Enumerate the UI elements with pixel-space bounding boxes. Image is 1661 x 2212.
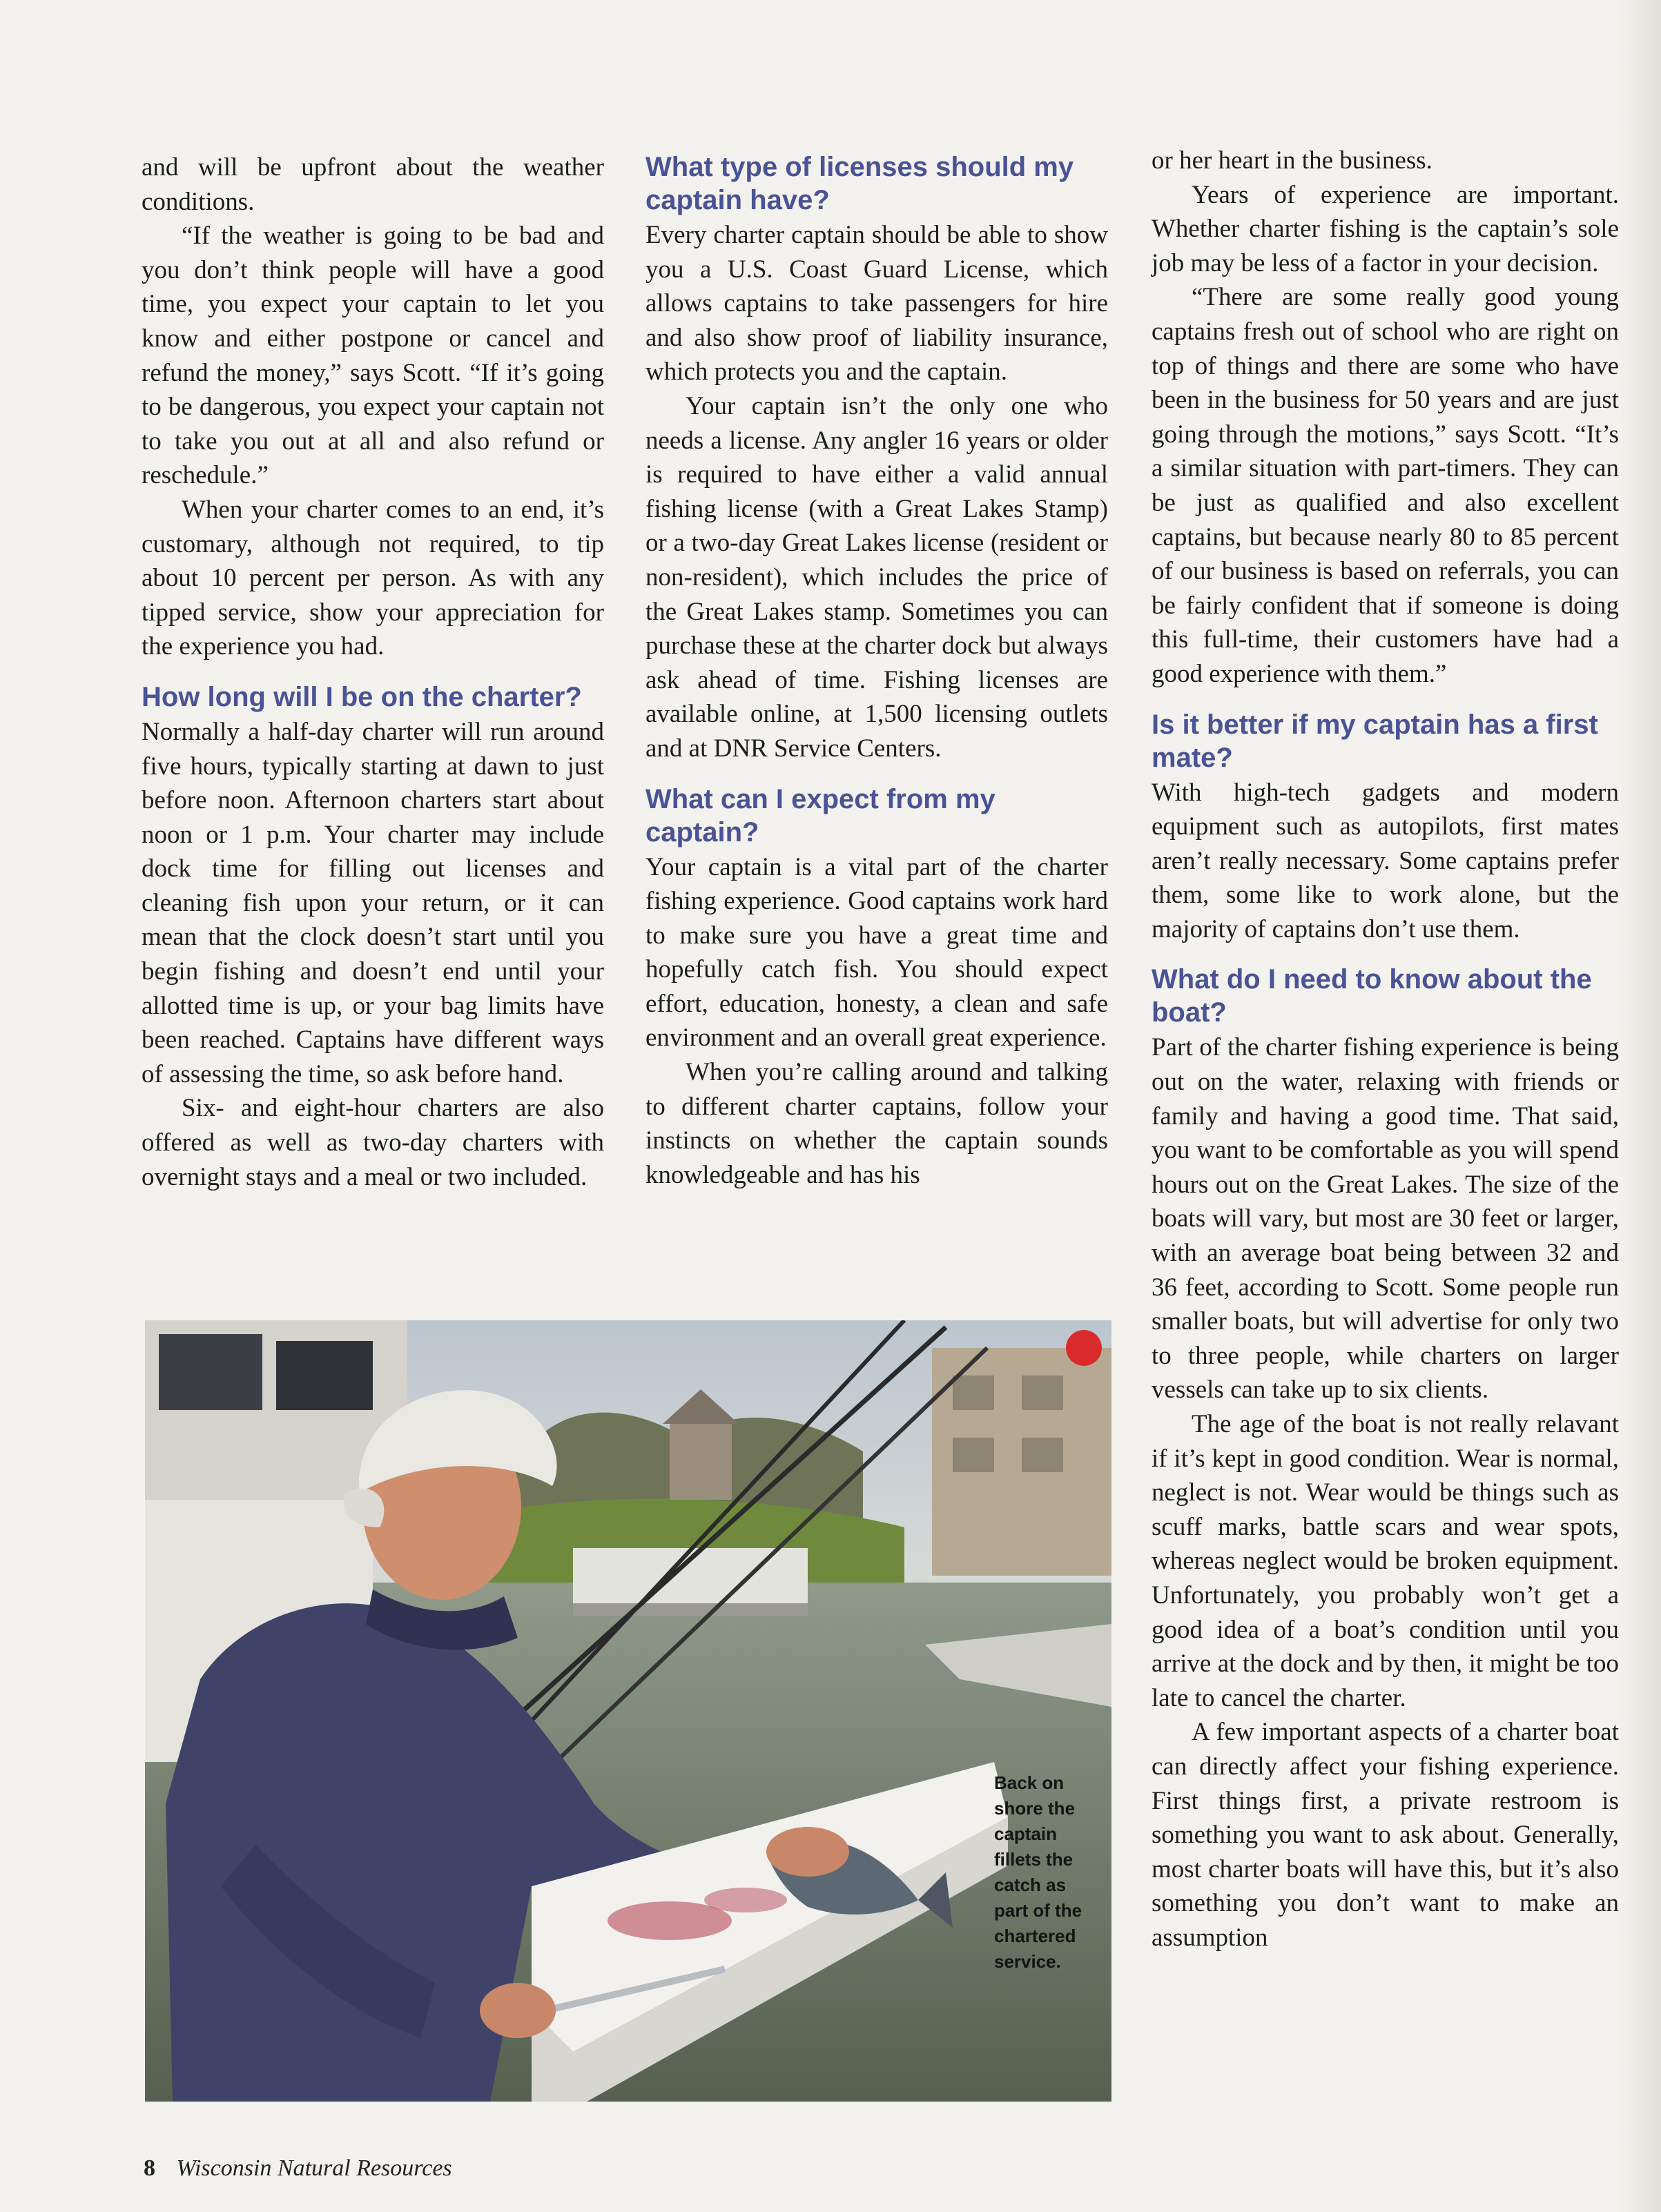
magazine-title: Wisconsin Natural Resources <box>176 2155 452 2181</box>
page-edge-shadow <box>1620 0 1661 2212</box>
paragraph: Your captain isn’t the only one who needs a license. Any angler 16 years or older is required to have either a valid annual fishing license (with a Great Lakes Stamp) or a two-day Great Lakes license (resident or non-resident), which includes the price of the Great Lakes stamp. Sometimes you can purchase these at the charter dock but always ask ahead of time. Fishing licenses are available online, at 1,500 licensing outlets and at DNR Service Centers. <box>645 391 1108 763</box>
section-heading: What do I need to know about the boat? <box>1152 964 1592 1028</box>
paragraph: Part of the charter fishing experience is being out on the water, relaxing with friends or family and having a good time. That said, you want to be comfortable as you will spend hours out on the Great Lakes. The size of the boats will vary, but most are 30 feet or larger, with an average boat being between 32 and 36 feet, according to Scott. Some people run smaller boats, but will advertise for only two to three people, while charters on larger vessels can take up to six clients. <box>1152 1033 1619 1404</box>
photo-caption: Back on shore the captain fillets the catch as part of the chartered service. <box>994 1772 1082 1972</box>
photo-captain-filleting-fish <box>145 1320 1111 2102</box>
paragraph: Normally a half-day charter will run around five hours, typically starting at dawn to just before noon. Afternoon charters start about noon or 1 p.m. Your charter may include dock time for filling out licenses and cleaning fish upon your return, or it can mean that the clock doesn’t start until you begin fishing and doesn’t end until your allotted time is up, or your bag limits have been reached. Captains have different ways of assessing the time, so ask before hand. <box>142 717 604 1088</box>
paragraph: and will be upfront about the weather conditions. <box>142 153 604 216</box>
page-number: 8 <box>144 2155 155 2181</box>
page-footer <box>144 2155 452 2182</box>
paragraph: When your charter comes to an end, it’s customary, although not required, to tip about 10 percent per person. As with any tipped service, show your appreciation for the experience you had. <box>142 495 604 661</box>
text-column-1 <box>142 150 604 1194</box>
paragraph: A few important aspects of a charter boat can directly affect your fishing experience. First things first, a private restroom is something you want to ask about. Generally, most charter boats will have this, but it’s also something you don’t want to make an assumption <box>1152 1718 1619 1952</box>
paragraph: Six- and eight-hour charters are also offered as well as two-day charters with overnight stays and a meal or two included. <box>142 1094 604 1191</box>
paragraph: The age of the boat is not really relavant if it’s kept in good condition. Wear is normal, neglect is not. Wear would be things such as scuff marks, battle scars and wear spots, whereas neglect would be broken equipment. Unfortunately, you probably won’t get a good idea of a boat’s condition until you arrive at the dock and by then, it might be too late to cancel the charter. <box>1152 1410 1619 1712</box>
paragraph: Every charter captain should be able to show you a U.S. Coast Guard License, which allows captains to take passengers for hire and also show proof of liability insurance, which protects you and the captain. <box>645 221 1108 386</box>
section-heading: How long will I be on the charter? <box>142 681 582 712</box>
paragraph: Years of experience are important. Whether charter fishing is the captain’s sole job may be less of a factor in your decision. <box>1152 180 1619 277</box>
paragraph: When you’re calling around and talking to different charter captains, follow your instincts on whether the captain sounds knowledgeable and has his <box>645 1058 1108 1189</box>
section-heading: Is it better if my captain has a first mate? <box>1152 709 1598 773</box>
photo-illustration <box>145 1320 1111 2102</box>
paragraph: Your captain is a vital part of the charter fishing experience. Good captains work hard to make sure you have a great time and hopefully catch fish. You should expect effort, education, honesty, a clean and safe environment and an overall great experience. <box>645 852 1108 1053</box>
text-column-3 <box>1152 144 1619 1955</box>
paragraph: With high-tech gadgets and modern equipment such as autopilots, first mates aren’t really necessary. Some captains prefer them, some like to work alone, but the majority of captains don’t use them. <box>1152 778 1619 943</box>
text-column-2 <box>645 150 1108 1192</box>
paragraph: or her heart in the business. <box>1152 146 1432 175</box>
section-heading: What can I expect from my captain? <box>645 783 995 848</box>
paragraph: “If the weather is going to be bad and you don’t think people will have a good time, you expect your captain to let you know and either postpone or cancel and refund the money,” says Scott. “If it’s going to be dangerous, you expect your captain not to take you out at all and also refund or reschedule.” <box>142 222 604 490</box>
paragraph: “There are some really good young captains fresh out of school who are right on top of things and there are some who have been in the business for 50 years and are just going through the motions,” says Scott. “It’s a similar situation with part-timers. They can be just as qualified and also excellent captains, but because nearly 80 to 85 percent of our business is based on referrals, you can be fairly confident that if someone is doing this full-time, their customers have had a good experience with them.” <box>1152 283 1619 688</box>
section-heading: What type of licenses should my captain have? <box>645 152 1074 215</box>
